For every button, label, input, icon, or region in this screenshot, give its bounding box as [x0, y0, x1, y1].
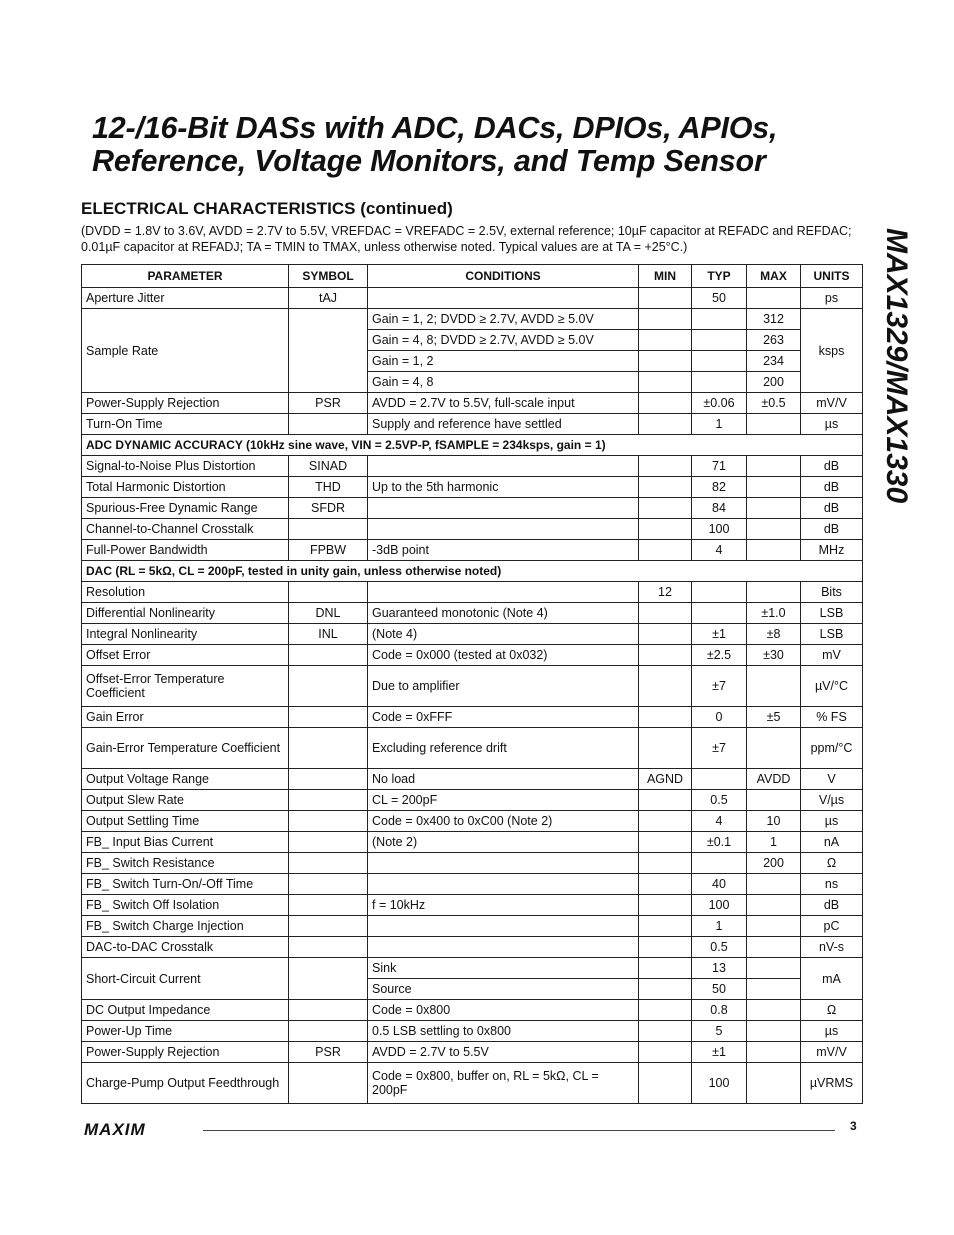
cell-symbol — [289, 874, 368, 895]
cell-conditions: Up to the 5th harmonic — [368, 477, 639, 498]
cell-symbol — [289, 937, 368, 958]
cell-symbol — [289, 666, 368, 707]
cell-typ: ±1 — [692, 624, 747, 645]
cell-parameter: FB_ Switch Charge Injection — [82, 916, 289, 937]
cell-units: pC — [801, 916, 863, 937]
cell-max — [747, 916, 801, 937]
section-row — [82, 561, 863, 582]
cell-conditions: Code = 0xFFF — [368, 707, 639, 728]
table-row — [82, 811, 863, 832]
cell-parameter: Offset Error — [82, 645, 289, 666]
cell-max — [747, 895, 801, 916]
cell-typ: ±7 — [692, 728, 747, 769]
cell-max — [747, 477, 801, 498]
table-row — [82, 916, 863, 937]
cell-parameter: Total Harmonic Distortion — [82, 477, 289, 498]
cell-conditions: Gain = 4, 8; DVDD ≥ 2.7V, AVDD ≥ 5.0V — [368, 330, 639, 351]
cell-parameter: Aperture Jitter — [82, 288, 289, 309]
cell-conditions: (Note 4) — [368, 624, 639, 645]
cell-conditions: CL = 200pF — [368, 790, 639, 811]
maxim-logo: MAXIM — [84, 1120, 146, 1139]
cell-min — [639, 351, 692, 372]
cell-parameter: Full-Power Bandwidth — [82, 540, 289, 561]
cell-parameter: Differential Nonlinearity — [82, 603, 289, 624]
header-conditions: CONDITIONS — [368, 265, 639, 288]
cell-min — [639, 853, 692, 874]
cell-units: mV/V — [801, 1042, 863, 1063]
cell-min — [639, 979, 692, 1000]
table-row — [82, 769, 863, 790]
cell-typ: 100 — [692, 1063, 747, 1104]
table-body — [82, 288, 863, 1104]
cell-conditions: Code = 0x400 to 0xC00 (Note 2) — [368, 811, 639, 832]
cell-symbol: FPBW — [289, 540, 368, 561]
cell-conditions — [368, 853, 639, 874]
cell-max: ±0.5 — [747, 393, 801, 414]
cell-parameter: FB_ Switch Off Isolation — [82, 895, 289, 916]
cell-min — [639, 707, 692, 728]
cell-symbol — [289, 707, 368, 728]
cell-max — [747, 937, 801, 958]
cell-symbol — [289, 853, 368, 874]
cell-min — [639, 645, 692, 666]
table-row — [82, 874, 863, 895]
cell-conditions: Guaranteed monotonic (Note 4) — [368, 603, 639, 624]
cell-typ: 1 — [692, 916, 747, 937]
cell-typ: ±0.06 — [692, 393, 747, 414]
cell-max: 200 — [747, 853, 801, 874]
cell-conditions — [368, 582, 639, 603]
cell-min — [639, 540, 692, 561]
header-max: MAX — [747, 265, 801, 288]
cell-max — [747, 979, 801, 1000]
cell-units: dB — [801, 498, 863, 519]
cell-min — [639, 456, 692, 477]
cell-max: ±30 — [747, 645, 801, 666]
cell-symbol — [289, 916, 368, 937]
cell-typ: ±0.1 — [692, 832, 747, 853]
cell-units: dB — [801, 519, 863, 540]
cell-symbol — [289, 309, 368, 393]
cell-units: mV/V — [801, 393, 863, 414]
section-heading-dac: DAC (RL = 5kΩ, CL = 200pF, tested in unity gain, unless otherwise noted) — [82, 561, 863, 582]
cell-conditions: Gain = 4, 8 — [368, 372, 639, 393]
cell-conditions: Supply and reference have settled — [368, 414, 639, 435]
cell-min — [639, 624, 692, 645]
header-units: UNITS — [801, 265, 863, 288]
cell-symbol — [289, 582, 368, 603]
cell-conditions — [368, 874, 639, 895]
cell-conditions: Gain = 1, 2 — [368, 351, 639, 372]
cell-units: Bits — [801, 582, 863, 603]
cell-typ: 40 — [692, 874, 747, 895]
cell-parameter: Spurious-Free Dynamic Range — [82, 498, 289, 519]
cell-typ — [692, 853, 747, 874]
table-row — [82, 1000, 863, 1021]
cell-conditions: AVDD = 2.7V to 5.5V, full-scale input — [368, 393, 639, 414]
cell-units: mA — [801, 958, 863, 1000]
cell-units: dB — [801, 895, 863, 916]
cell-units: V/µs — [801, 790, 863, 811]
section-heading-adc-dynamic: ADC DYNAMIC ACCURACY (10kHz sine wave, VIN = 2.5VP-P, fSAMPLE = 234ksps, gain = 1) — [82, 435, 863, 456]
cell-units: LSB — [801, 603, 863, 624]
cell-conditions — [368, 288, 639, 309]
cell-max — [747, 540, 801, 561]
cell-max — [747, 958, 801, 979]
cell-symbol — [289, 1063, 368, 1104]
cell-typ: 71 — [692, 456, 747, 477]
cell-symbol — [289, 1000, 368, 1021]
table-row — [82, 603, 863, 624]
cell-units: ns — [801, 874, 863, 895]
cell-min — [639, 1021, 692, 1042]
cell-units: dB — [801, 456, 863, 477]
cell-parameter: Gain Error — [82, 707, 289, 728]
cell-min — [639, 811, 692, 832]
table-row — [82, 582, 863, 603]
side-part-number: MAX1329/MAX1330 — [880, 228, 913, 504]
cell-typ: 4 — [692, 811, 747, 832]
cell-typ: 0.5 — [692, 790, 747, 811]
cell-parameter: Charge-Pump Output Feedthrough — [82, 1063, 289, 1104]
cell-units: MHz — [801, 540, 863, 561]
electrical-characteristics-table — [81, 264, 863, 1104]
cell-units: mV — [801, 645, 863, 666]
cell-min — [639, 958, 692, 979]
cell-symbol: tAJ — [289, 288, 368, 309]
cell-conditions: Gain = 1, 2; DVDD ≥ 2.7V, AVDD ≥ 5.0V — [368, 309, 639, 330]
cell-min — [639, 937, 692, 958]
cell-min — [639, 603, 692, 624]
cell-units: dB — [801, 477, 863, 498]
cell-conditions: -3dB point — [368, 540, 639, 561]
table-row — [82, 666, 863, 707]
cell-parameter: DC Output Impedance — [82, 1000, 289, 1021]
cell-min — [639, 309, 692, 330]
cell-conditions — [368, 498, 639, 519]
cell-typ: 0.8 — [692, 1000, 747, 1021]
cell-conditions: Code = 0x000 (tested at 0x032) — [368, 645, 639, 666]
cell-units: % FS — [801, 707, 863, 728]
cell-min — [639, 414, 692, 435]
cell-max: AVDD — [747, 769, 801, 790]
cell-units: ksps — [801, 309, 863, 393]
cell-conditions: Code = 0x800, buffer on, RL = 5kΩ, CL = 200pF — [368, 1063, 639, 1104]
table-row — [82, 853, 863, 874]
cell-min — [639, 728, 692, 769]
table-row — [82, 895, 863, 916]
cell-min — [639, 916, 692, 937]
table-header-row — [82, 265, 863, 288]
table-row — [82, 540, 863, 561]
cell-parameter: Output Voltage Range — [82, 769, 289, 790]
section-row — [82, 435, 863, 456]
cell-max: 263 — [747, 330, 801, 351]
cell-conditions: Due to amplifier — [368, 666, 639, 707]
table-row — [82, 288, 863, 309]
table-row — [82, 414, 863, 435]
cell-units: V — [801, 769, 863, 790]
cell-symbol — [289, 958, 368, 1000]
cell-parameter: Short-Circuit Current — [82, 958, 289, 1000]
page-title — [92, 112, 882, 178]
cell-typ — [692, 769, 747, 790]
cell-units: Ω — [801, 853, 863, 874]
cell-units: µs — [801, 414, 863, 435]
table-row — [82, 958, 863, 979]
cell-max — [747, 498, 801, 519]
table-row — [82, 393, 863, 414]
cell-min — [639, 666, 692, 707]
cell-conditions — [368, 916, 639, 937]
table-row — [82, 645, 863, 666]
cell-symbol — [289, 728, 368, 769]
cell-min: 12 — [639, 582, 692, 603]
cell-symbol: PSR — [289, 393, 368, 414]
cell-units: LSB — [801, 624, 863, 645]
cell-typ: 0.5 — [692, 937, 747, 958]
header-min: MIN — [639, 265, 692, 288]
cell-symbol — [289, 811, 368, 832]
cell-parameter: FB_ Input Bias Current — [82, 832, 289, 853]
cell-typ — [692, 372, 747, 393]
cell-typ: 100 — [692, 895, 747, 916]
cell-conditions: 0.5 LSB settling to 0x800 — [368, 1021, 639, 1042]
cell-symbol: INL — [289, 624, 368, 645]
cell-units: Ω — [801, 1000, 863, 1021]
table-row — [82, 519, 863, 540]
cell-typ — [692, 582, 747, 603]
table-row — [82, 728, 863, 769]
cell-units: nV-s — [801, 937, 863, 958]
cell-parameter: Resolution — [82, 582, 289, 603]
cell-min — [639, 1042, 692, 1063]
cell-units: ps — [801, 288, 863, 309]
title-line-2: Reference, Voltage Monitors, and Temp Sensor — [92, 144, 766, 178]
cell-min — [639, 895, 692, 916]
footer-divider — [203, 1130, 835, 1131]
cell-min — [639, 372, 692, 393]
cell-max — [747, 666, 801, 707]
cell-parameter: Power-Supply Rejection — [82, 1042, 289, 1063]
cell-max — [747, 582, 801, 603]
page-number: 3 — [850, 1119, 857, 1133]
cell-typ: 50 — [692, 979, 747, 1000]
cell-parameter: Signal-to-Noise Plus Distortion — [82, 456, 289, 477]
cell-min — [639, 498, 692, 519]
table-row — [82, 1063, 863, 1104]
cell-max — [747, 1000, 801, 1021]
cell-max: 200 — [747, 372, 801, 393]
cell-parameter: Output Slew Rate — [82, 790, 289, 811]
table-row — [82, 477, 863, 498]
cell-parameter: Channel-to-Channel Crosstalk — [82, 519, 289, 540]
cell-parameter: Power-Up Time — [82, 1021, 289, 1042]
cell-conditions — [368, 456, 639, 477]
table-row — [82, 456, 863, 477]
cell-max — [747, 1042, 801, 1063]
cell-min — [639, 874, 692, 895]
cell-typ: 5 — [692, 1021, 747, 1042]
cell-typ — [692, 351, 747, 372]
cell-min — [639, 519, 692, 540]
cell-parameter: Output Settling Time — [82, 811, 289, 832]
cell-max — [747, 456, 801, 477]
cell-typ: 1 — [692, 414, 747, 435]
header-typ: TYP — [692, 265, 747, 288]
cell-min — [639, 393, 692, 414]
cell-symbol: SINAD — [289, 456, 368, 477]
cell-typ: 100 — [692, 519, 747, 540]
cell-symbol: PSR — [289, 1042, 368, 1063]
cell-parameter: Gain-Error Temperature Coefficient — [82, 728, 289, 769]
cell-max: ±5 — [747, 707, 801, 728]
table-row — [82, 624, 863, 645]
table-row — [82, 790, 863, 811]
cell-conditions: Source — [368, 979, 639, 1000]
cell-max — [747, 288, 801, 309]
cell-min — [639, 1000, 692, 1021]
cell-max — [747, 874, 801, 895]
table-row — [82, 1021, 863, 1042]
cell-symbol — [289, 790, 368, 811]
cell-conditions: Code = 0x800 — [368, 1000, 639, 1021]
cell-typ: 84 — [692, 498, 747, 519]
cell-symbol — [289, 519, 368, 540]
cell-parameter: Sample Rate — [82, 309, 289, 393]
cell-conditions — [368, 937, 639, 958]
cell-typ: 82 — [692, 477, 747, 498]
cell-max — [747, 728, 801, 769]
cell-conditions: (Note 2) — [368, 832, 639, 853]
cell-typ: 0 — [692, 707, 747, 728]
table-row — [82, 832, 863, 853]
cell-conditions: Excluding reference drift — [368, 728, 639, 769]
cell-typ: 13 — [692, 958, 747, 979]
cell-conditions: AVDD = 2.7V to 5.5V — [368, 1042, 639, 1063]
cell-parameter: Turn-On Time — [82, 414, 289, 435]
cell-symbol — [289, 1021, 368, 1042]
cell-max: 234 — [747, 351, 801, 372]
table-row — [82, 1042, 863, 1063]
cell-units: µs — [801, 1021, 863, 1042]
cell-typ: ±1 — [692, 1042, 747, 1063]
header-symbol: SYMBOL — [289, 265, 368, 288]
cell-symbol: DNL — [289, 603, 368, 624]
cell-symbol — [289, 832, 368, 853]
cell-symbol — [289, 895, 368, 916]
cell-max — [747, 790, 801, 811]
cell-max — [747, 519, 801, 540]
section-title: ELECTRICAL CHARACTERISTICS (continued) — [81, 199, 453, 218]
cell-max: ±8 — [747, 624, 801, 645]
cell-min — [639, 832, 692, 853]
cell-conditions: No load — [368, 769, 639, 790]
cell-units: µV/°C — [801, 666, 863, 707]
cell-max: 10 — [747, 811, 801, 832]
cell-typ: ±7 — [692, 666, 747, 707]
cell-min — [639, 1063, 692, 1104]
table-row — [82, 309, 863, 330]
cell-max — [747, 1063, 801, 1104]
cell-parameter: Power-Supply Rejection — [82, 393, 289, 414]
cell-min — [639, 790, 692, 811]
title-line-1: 12-/16-Bit DASs with ADC, DACs, DPIOs, APIOs, — [92, 111, 778, 145]
cell-typ — [692, 603, 747, 624]
cell-typ: 4 — [692, 540, 747, 561]
cell-typ: ±2.5 — [692, 645, 747, 666]
cell-symbol — [289, 769, 368, 790]
cell-max — [747, 1021, 801, 1042]
cell-conditions: Sink — [368, 958, 639, 979]
table-row — [82, 937, 863, 958]
cell-min — [639, 477, 692, 498]
cell-units: ppm/°C — [801, 728, 863, 769]
cell-parameter: FB_ Switch Resistance — [82, 853, 289, 874]
cell-symbol — [289, 414, 368, 435]
cell-max: 312 — [747, 309, 801, 330]
cell-symbol — [289, 645, 368, 666]
cell-typ: 50 — [692, 288, 747, 309]
cell-typ — [692, 309, 747, 330]
cell-max: 1 — [747, 832, 801, 853]
cell-symbol: THD — [289, 477, 368, 498]
cell-max: ±1.0 — [747, 603, 801, 624]
table-row — [82, 707, 863, 728]
test-conditions: (DVDD = 1.8V to 3.6V, AVDD = 2.7V to 5.5V, VREFDAC = VREFADC = 2.5V, external reference; 10µF capacitor at REFADC and REFDAC; 0.01µF capacitor at REFADJ; TA = TMIN to TMAX, unless otherwise noted. Typical values are at TA = +25°C.) — [81, 224, 852, 254]
cell-parameter: Offset-Error Temperature Coefficient — [82, 666, 289, 707]
cell-symbol: SFDR — [289, 498, 368, 519]
cell-units: µVRMS — [801, 1063, 863, 1104]
table-row — [82, 498, 863, 519]
cell-max — [747, 414, 801, 435]
cell-typ — [692, 330, 747, 351]
cell-units: µs — [801, 811, 863, 832]
cell-min: AGND — [639, 769, 692, 790]
header-parameter: PARAMETER — [82, 265, 289, 288]
cell-min — [639, 330, 692, 351]
cell-parameter: FB_ Switch Turn-On/-Off Time — [82, 874, 289, 895]
cell-units: nA — [801, 832, 863, 853]
cell-min — [639, 288, 692, 309]
cell-parameter: Integral Nonlinearity — [82, 624, 289, 645]
cell-parameter: DAC-to-DAC Crosstalk — [82, 937, 289, 958]
cell-conditions: f = 10kHz — [368, 895, 639, 916]
cell-conditions — [368, 519, 639, 540]
